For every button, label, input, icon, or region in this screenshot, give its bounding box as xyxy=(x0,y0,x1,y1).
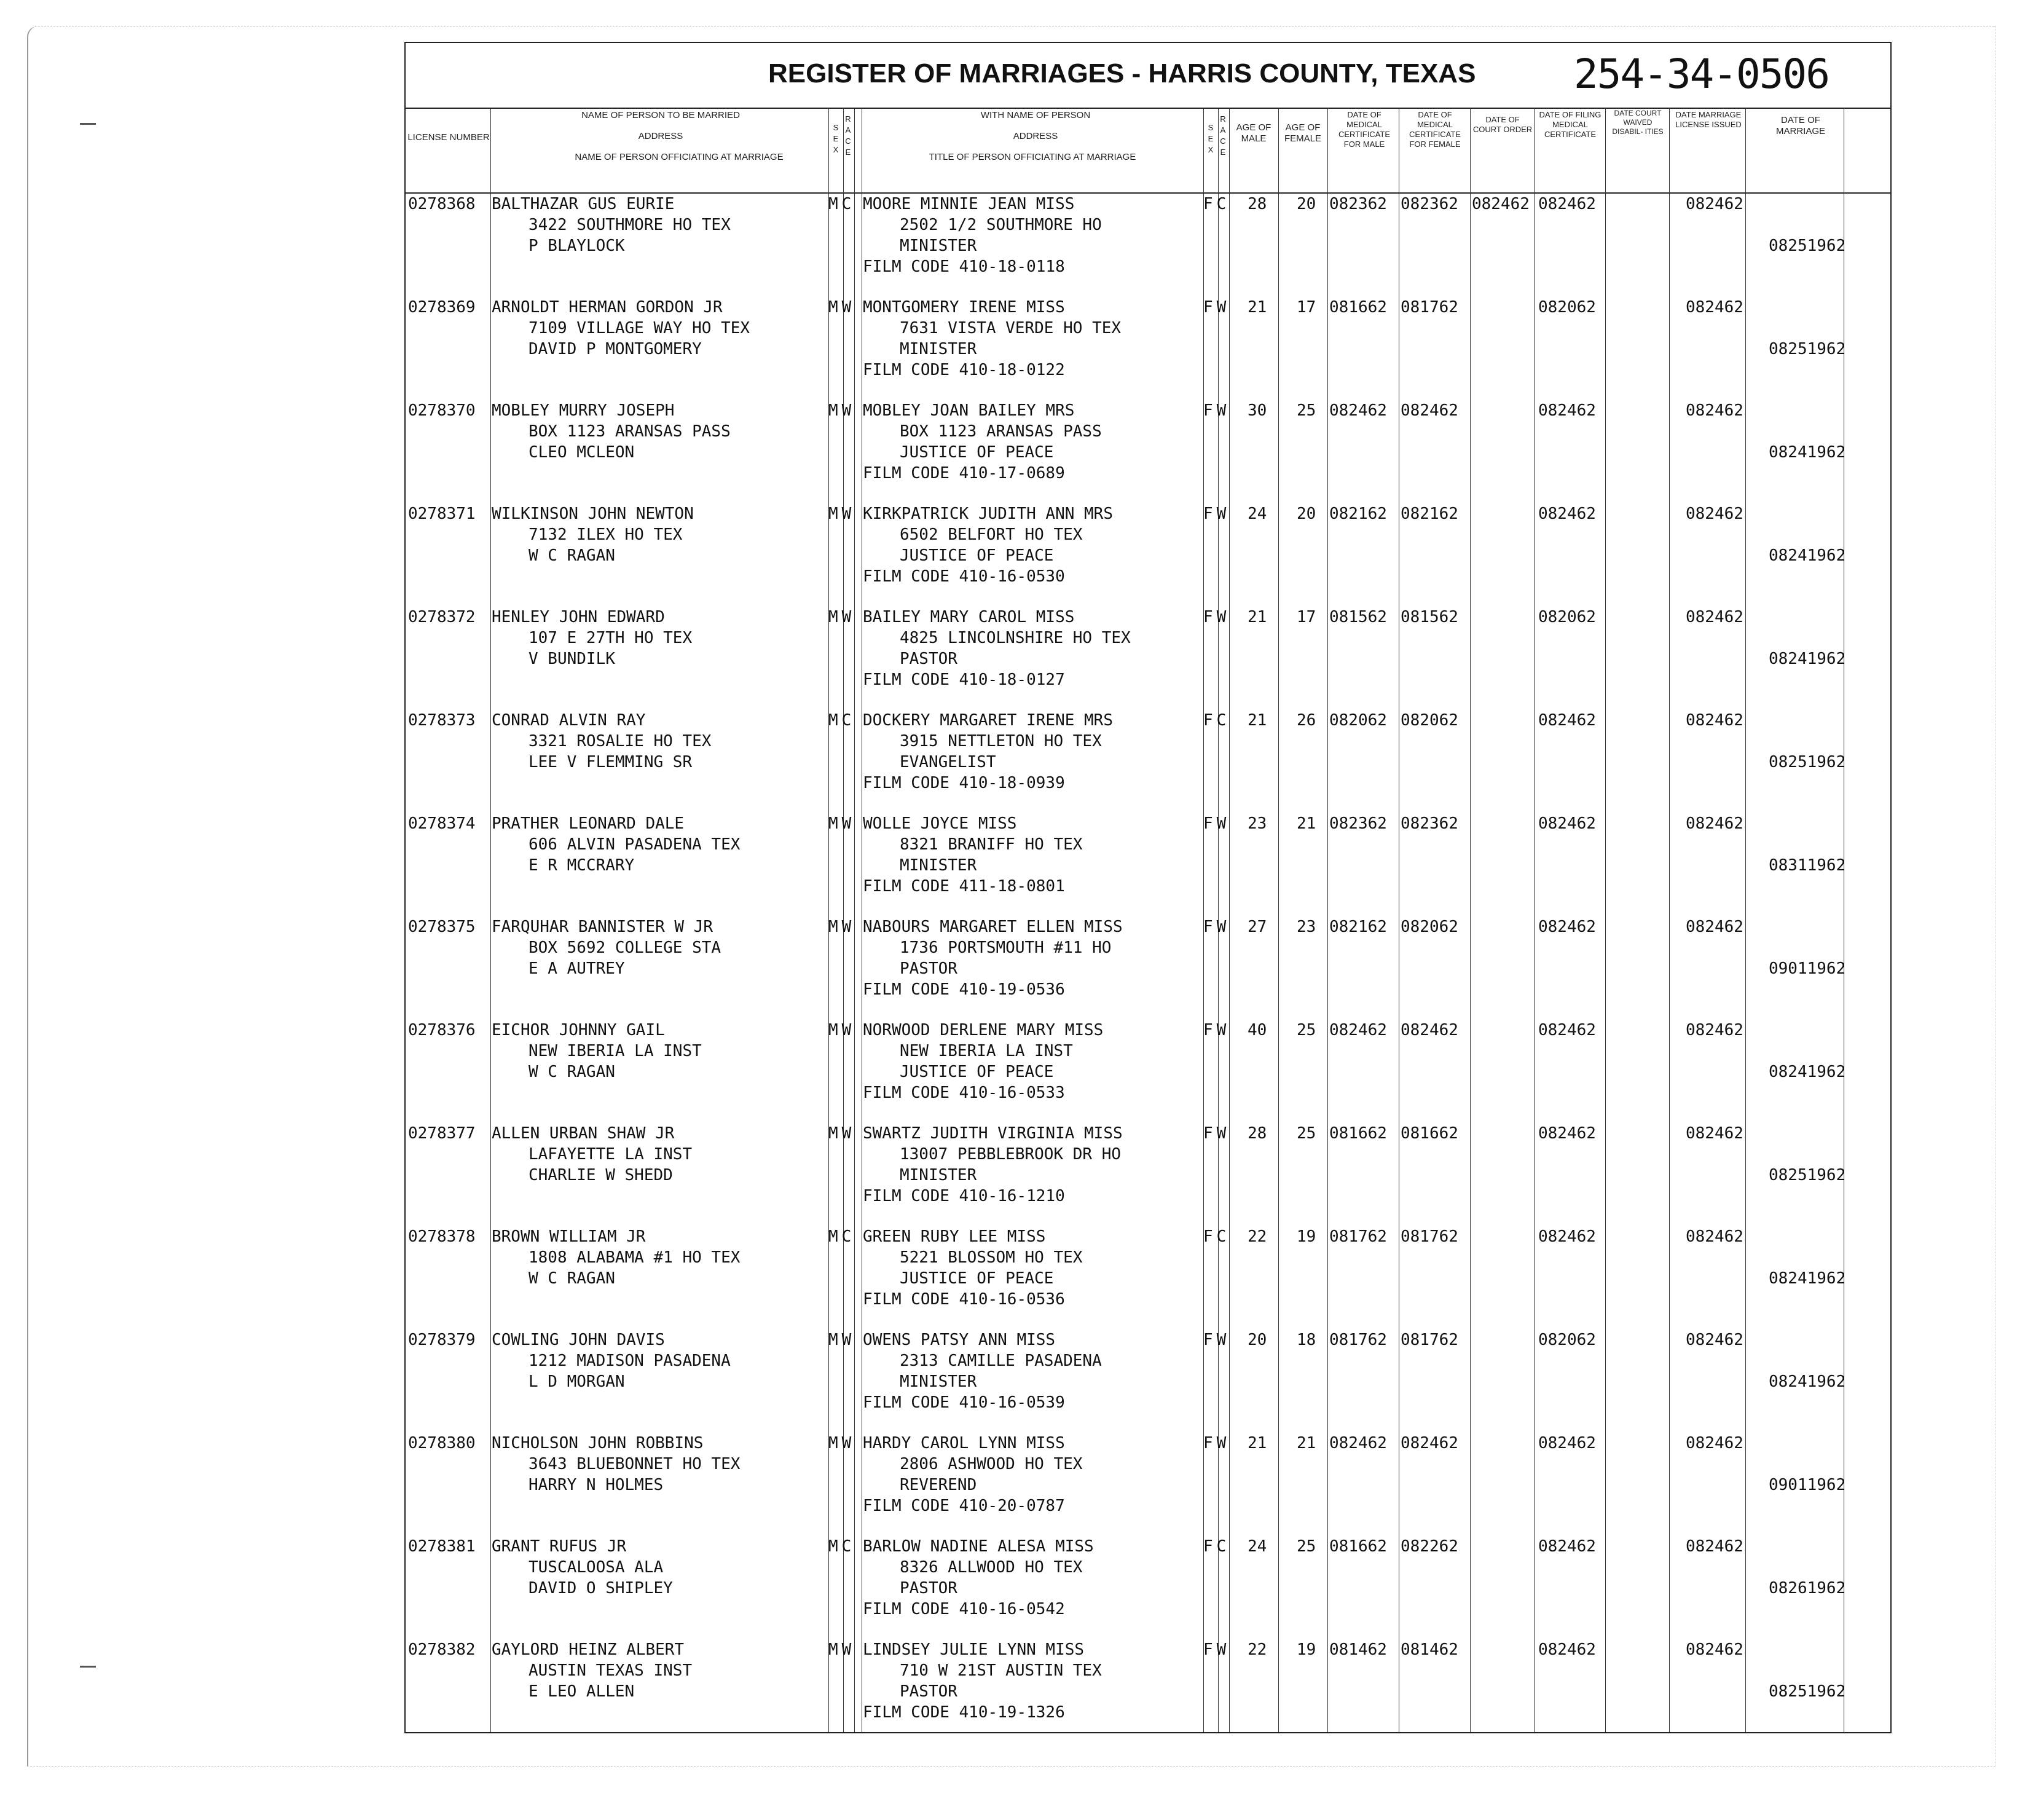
entry-spouse-sex-race: FW xyxy=(1203,1434,1230,1452)
entry-officiant: CHARLIE W SHEDD xyxy=(529,1166,673,1184)
entry-officiant-title: PASTOR xyxy=(900,1682,957,1701)
entry-sex-race: MW xyxy=(828,401,855,420)
margin-mark xyxy=(80,123,96,125)
entry-age-female: 21 xyxy=(1297,1434,1316,1452)
entry-age-male: 30 xyxy=(1248,401,1267,420)
entry-filing-medical: 082462 xyxy=(1538,711,1596,730)
entry-officiant-title: EVANGELIST xyxy=(900,753,996,771)
entry-film-code: FILM CODE 410-18-0118 xyxy=(863,258,1065,276)
entry-date-of-marriage: 08241962 xyxy=(1769,1269,1846,1288)
entry-address: 1212 MADISON PASADENA xyxy=(529,1352,731,1370)
header-with-name: WITH NAME OF PERSON xyxy=(980,110,1091,120)
entry-medical-female: 082062 xyxy=(1401,711,1458,730)
entry-spouse-name: OWENS PATSY ANN MISS xyxy=(863,1331,1056,1349)
entry-address: 107 E 27TH HO TEX xyxy=(529,629,693,647)
entry-address: BOX 5692 COLLEGE STA xyxy=(529,939,721,957)
entry-spouse-address: 13007 PEBBLEBROOK DR HO xyxy=(900,1145,1122,1164)
entry-medical-female: 082262 xyxy=(1401,1537,1458,1556)
header-medical-male: DATE OF MEDICAL CERTIFICATE FOR MALE xyxy=(1338,110,1391,149)
entry-spouse-sex-race: FC xyxy=(1203,195,1230,213)
entry-address: 7132 ILEX HO TEX xyxy=(529,526,683,544)
entry-spouse-name: MOORE MINNIE JEAN MISS xyxy=(863,195,1075,213)
entry-medical-male: 082162 xyxy=(1329,918,1387,936)
entry-medical-male: 082362 xyxy=(1329,814,1387,833)
entry-date-of-marriage: 08251962 xyxy=(1769,1682,1846,1701)
entry-spouse-address: 2502 1/2 SOUTHMORE HO xyxy=(900,216,1102,234)
entry-spouse-address: NEW IBERIA LA INST xyxy=(900,1042,1073,1060)
entry-address: 3422 SOUTHMORE HO TEX xyxy=(529,216,731,234)
entry-officiant-title: JUSTICE OF PEACE xyxy=(900,1063,1054,1081)
entry-filing-medical: 082462 xyxy=(1538,505,1596,523)
entry-age-male: 22 xyxy=(1248,1227,1267,1246)
entry-date-of-marriage: 08251962 xyxy=(1769,1166,1846,1184)
entry-license-issued: 082462 xyxy=(1686,918,1743,936)
entry-filing-medical: 082062 xyxy=(1538,1331,1596,1349)
entry-spouse-address: 3915 NETTLETON HO TEX xyxy=(900,732,1102,750)
header-date-marriage: DATE OF MARRIAGE xyxy=(1775,115,1825,136)
entry-row xyxy=(406,916,1890,1020)
entry-officiant-title: MINISTER xyxy=(900,1373,977,1391)
entry-address: 606 ALVIN PASADENA TEX xyxy=(529,835,741,854)
header-address-left: ADDRESS xyxy=(638,131,683,141)
entry-medical-female: 081762 xyxy=(1401,1331,1458,1349)
entry-date-of-marriage: 09011962 xyxy=(1769,959,1846,978)
entry-spouse-sex-race: FW xyxy=(1203,1124,1230,1143)
entry-spouse-address: 710 W 21ST AUSTIN TEX xyxy=(900,1661,1102,1680)
entry-date-of-marriage: 08251962 xyxy=(1769,340,1846,358)
entry-spouse-name: HARDY CAROL LYNN MISS xyxy=(863,1434,1065,1452)
entry-license-number: 0278381 xyxy=(408,1537,476,1556)
entry-age-male: 21 xyxy=(1248,711,1267,730)
entry-date-of-marriage: 08241962 xyxy=(1769,546,1846,565)
entry-name: ARNOLDT HERMAN GORDON JR xyxy=(492,298,723,317)
entry-spouse-address: 6502 BELFORT HO TEX xyxy=(900,526,1083,544)
entry-spouse-sex-race: FC xyxy=(1203,711,1230,730)
entry-film-code: FILM CODE 410-16-0533 xyxy=(863,1084,1065,1102)
entry-film-code: FILM CODE 411-18-0801 xyxy=(863,877,1065,896)
entry-spouse-name: KIRKPATRICK JUDITH ANN MRS xyxy=(863,505,1113,523)
entry-license-issued: 082462 xyxy=(1686,1537,1743,1556)
entry-medical-male: 081762 xyxy=(1329,1227,1387,1246)
header-license-issued: DATE MARRIAGE LICENSE ISSUED xyxy=(1675,110,1742,129)
entry-name: CONRAD ALVIN RAY xyxy=(492,711,646,730)
entry-license-issued: 082462 xyxy=(1686,711,1743,730)
entry-officiant-title: JUSTICE OF PEACE xyxy=(900,443,1054,462)
entry-officiant-title: PASTOR xyxy=(900,959,957,978)
entry-row xyxy=(406,1639,1890,1733)
entry-address: AUSTIN TEXAS INST xyxy=(529,1661,693,1680)
entry-date-of-marriage: 08241962 xyxy=(1769,443,1846,462)
entry-medical-female: 081762 xyxy=(1401,1227,1458,1246)
entry-sex-race: MW xyxy=(828,1641,855,1659)
entry-medical-male: 082462 xyxy=(1329,401,1387,420)
margin-mark xyxy=(80,1666,96,1668)
entry-license-number: 0278368 xyxy=(408,195,476,213)
entry-address: NEW IBERIA LA INST xyxy=(529,1042,702,1060)
entry-spouse-sex-race: FW xyxy=(1203,1021,1230,1039)
entry-officiant: W C RAGAN xyxy=(529,1063,615,1081)
entry-name: WILKINSON JOHN NEWTON xyxy=(492,505,694,523)
entry-date-of-marriage: 08251962 xyxy=(1769,753,1846,771)
entry-age-female: 21 xyxy=(1297,814,1316,833)
entry-row xyxy=(406,1330,1890,1433)
entry-filing-medical: 082462 xyxy=(1538,1124,1596,1143)
entry-name: GAYLORD HEINZ ALBERT xyxy=(492,1641,685,1659)
entry-age-female: 17 xyxy=(1297,298,1316,317)
entry-medical-female: 082362 xyxy=(1401,814,1458,833)
entry-license-issued: 082462 xyxy=(1686,298,1743,317)
entry-spouse-sex-race: FW xyxy=(1203,1641,1230,1659)
entry-age-female: 23 xyxy=(1297,918,1316,936)
header-medical-female: DATE OF MEDICAL CERTIFICATE FOR FEMALE xyxy=(1409,110,1461,149)
entry-medical-female: 082462 xyxy=(1401,1021,1458,1039)
entry-spouse-sex-race: FW xyxy=(1203,505,1230,523)
entry-officiant: DAVID O SHIPLEY xyxy=(529,1579,673,1597)
entry-medical-male: 081662 xyxy=(1329,1537,1387,1556)
entry-row xyxy=(406,710,1890,813)
entry-filing-medical: 082462 xyxy=(1538,195,1596,213)
entry-row xyxy=(406,1536,1890,1639)
entry-name: ALLEN URBAN SHAW JR xyxy=(492,1124,675,1143)
entry-medical-male: 082462 xyxy=(1329,1021,1387,1039)
entry-medical-female: 081562 xyxy=(1401,608,1458,626)
entry-address: LAFAYETTE LA INST xyxy=(529,1145,693,1164)
entry-name: EICHOR JOHNNY GAIL xyxy=(492,1021,665,1039)
entry-license-issued: 082462 xyxy=(1686,1641,1743,1659)
entry-age-female: 20 xyxy=(1297,195,1316,213)
entry-spouse-name: MONTGOMERY IRENE MISS xyxy=(863,298,1065,317)
entry-officiant: W C RAGAN xyxy=(529,546,615,565)
entry-spouse-sex-race: FW xyxy=(1203,918,1230,936)
entry-age-female: 19 xyxy=(1297,1641,1316,1659)
entry-spouse-sex-race: FW xyxy=(1203,298,1230,317)
entry-officiant: CLEO MCLEON xyxy=(529,443,635,462)
entry-officiant: P BLAYLOCK xyxy=(529,237,625,255)
entry-sex-race: MC xyxy=(828,1537,855,1556)
entry-court-order: 082462 xyxy=(1472,195,1530,213)
entry-filing-medical: 082462 xyxy=(1538,1227,1596,1246)
entry-spouse-name: LINDSEY JULIE LYNN MISS xyxy=(863,1641,1085,1659)
entry-filing-medical: 082462 xyxy=(1538,1021,1596,1039)
entry-spouse-sex-race: FC xyxy=(1203,1537,1230,1556)
entry-filing-medical: 082462 xyxy=(1538,918,1596,936)
entry-medical-female: 082162 xyxy=(1401,505,1458,523)
entry-medical-female: 081662 xyxy=(1401,1124,1458,1143)
entry-address: 3321 ROSALIE HO TEX xyxy=(529,732,712,750)
entry-officiant-title: JUSTICE OF PEACE xyxy=(900,1269,1054,1288)
entry-row xyxy=(406,813,1890,916)
title-row xyxy=(406,43,1890,108)
entry-age-male: 24 xyxy=(1248,1537,1267,1556)
entry-license-issued: 082462 xyxy=(1686,608,1743,626)
entry-name: PRATHER LEONARD DALE xyxy=(492,814,685,833)
entry-spouse-sex-race: FW xyxy=(1203,401,1230,420)
entry-spouse-name: NORWOOD DERLENE MARY MISS xyxy=(863,1021,1104,1039)
header-race2: R A C E xyxy=(1220,114,1226,157)
entry-date-of-marriage: 09011962 xyxy=(1769,1476,1846,1494)
entry-medical-male: 081762 xyxy=(1329,1331,1387,1349)
entry-date-of-marriage: 08241962 xyxy=(1769,1063,1846,1081)
entry-film-code: FILM CODE 410-20-0787 xyxy=(863,1497,1065,1515)
entry-name: FARQUHAR BANNISTER W JR xyxy=(492,918,713,936)
entry-age-male: 21 xyxy=(1248,608,1267,626)
entry-sex-race: MW xyxy=(828,1124,855,1143)
entry-license-number: 0278375 xyxy=(408,918,476,936)
entry-sex-race: MC xyxy=(828,195,855,213)
entry-officiant-title: PASTOR xyxy=(900,650,957,668)
entry-filing-medical: 082462 xyxy=(1538,1434,1596,1452)
header-court-waived: DATE COURT WAIVED DISABIL- ITIES xyxy=(1612,109,1664,136)
entry-spouse-address: 1736 PORTSMOUTH #11 HO xyxy=(900,939,1112,957)
entry-officiant-title: MINISTER xyxy=(900,340,977,358)
entry-spouse-sex-race: FC xyxy=(1203,1227,1230,1246)
entry-age-female: 17 xyxy=(1297,608,1316,626)
entry-license-number: 0278382 xyxy=(408,1641,476,1659)
entry-age-female: 19 xyxy=(1297,1227,1316,1246)
entry-date-of-marriage: 08311962 xyxy=(1769,856,1846,875)
entry-medical-male: 082062 xyxy=(1329,711,1387,730)
document-number: 254-34-0506 xyxy=(1573,50,1829,98)
entry-license-number: 0278369 xyxy=(408,298,476,317)
entry-license-number: 0278378 xyxy=(408,1227,476,1246)
header-age-male: AGE OF MALE xyxy=(1236,122,1271,144)
entry-spouse-name: MOBLEY JOAN BAILEY MRS xyxy=(863,401,1075,420)
entry-film-code: FILM CODE 410-19-0536 xyxy=(863,980,1065,999)
entry-name: COWLING JOHN DAVIS xyxy=(492,1331,665,1349)
entry-film-code: FILM CODE 410-16-0539 xyxy=(863,1393,1065,1412)
entry-license-issued: 082462 xyxy=(1686,1434,1743,1452)
entry-date-of-marriage: 08241962 xyxy=(1769,650,1846,668)
entry-officiant: W C RAGAN xyxy=(529,1269,615,1288)
entry-medical-male: 081662 xyxy=(1329,298,1387,317)
entry-row xyxy=(406,194,1890,297)
entry-spouse-name: WOLLE JOYCE MISS xyxy=(863,814,1017,833)
entry-film-code: FILM CODE 410-16-0542 xyxy=(863,1600,1065,1618)
entry-name: MOBLEY MURRY JOSEPH xyxy=(492,401,675,420)
entry-officiant-title: PASTOR xyxy=(900,1579,957,1597)
entry-spouse-address: 4825 LINCOLNSHIRE HO TEX xyxy=(900,629,1131,647)
entry-officiant: E R MCCRARY xyxy=(529,856,635,875)
entry-filing-medical: 082062 xyxy=(1538,298,1596,317)
entry-name: NICHOLSON JOHN ROBBINS xyxy=(492,1434,704,1452)
entry-spouse-sex-race: FW xyxy=(1203,1331,1230,1349)
entry-license-issued: 082462 xyxy=(1686,401,1743,420)
entry-address: BOX 1123 ARANSAS PASS xyxy=(529,422,731,441)
entry-medical-female: 081462 xyxy=(1401,1641,1458,1659)
entry-officiant-title: MINISTER xyxy=(900,237,977,255)
entry-row xyxy=(406,400,1890,503)
entry-age-female: 25 xyxy=(1297,1021,1316,1039)
entry-name: GRANT RUFUS JR xyxy=(492,1537,627,1556)
entry-address: 1808 ALABAMA #1 HO TEX xyxy=(529,1248,741,1267)
entry-medical-male: 082362 xyxy=(1329,195,1387,213)
entry-spouse-name: SWARTZ JUDITH VIRGINIA MISS xyxy=(863,1124,1123,1143)
entry-spouse-name: DOCKERY MARGARET IRENE MRS xyxy=(863,711,1113,730)
entry-medical-female: 081762 xyxy=(1401,298,1458,317)
header-address-right: ADDRESS xyxy=(1013,131,1058,141)
entry-age-male: 27 xyxy=(1248,918,1267,936)
entry-age-male: 22 xyxy=(1248,1641,1267,1659)
entry-medical-male: 081462 xyxy=(1329,1641,1387,1659)
entry-age-female: 25 xyxy=(1297,1124,1316,1143)
entry-row xyxy=(406,607,1890,710)
entry-sex-race: MW xyxy=(828,814,855,833)
entry-medical-male: 082462 xyxy=(1329,1434,1387,1452)
marriage-register xyxy=(404,42,1892,1733)
entry-license-number: 0278374 xyxy=(408,814,476,833)
entry-filing-medical: 082462 xyxy=(1538,1537,1596,1556)
entry-medical-female: 082462 xyxy=(1401,1434,1458,1452)
entry-age-male: 23 xyxy=(1248,814,1267,833)
entry-age-female: 25 xyxy=(1297,401,1316,420)
entry-license-number: 0278372 xyxy=(408,608,476,626)
entry-spouse-sex-race: FW xyxy=(1203,608,1230,626)
entry-filing-medical: 082062 xyxy=(1538,608,1596,626)
entry-license-number: 0278371 xyxy=(408,505,476,523)
entry-film-code: FILM CODE 410-16-0530 xyxy=(863,567,1065,586)
entry-medical-female: 082462 xyxy=(1401,401,1458,420)
entry-row xyxy=(406,297,1890,400)
entry-officiant-title: MINISTER xyxy=(900,1166,977,1184)
entry-license-issued: 082462 xyxy=(1686,1021,1743,1039)
entry-sex-race: MW xyxy=(828,1331,855,1349)
entry-age-female: 25 xyxy=(1297,1537,1316,1556)
entry-film-code: FILM CODE 410-18-0939 xyxy=(863,774,1065,792)
entry-age-female: 26 xyxy=(1297,711,1316,730)
entry-spouse-name: BAILEY MARY CAROL MISS xyxy=(863,608,1075,626)
entry-age-female: 20 xyxy=(1297,505,1316,523)
entry-license-issued: 082462 xyxy=(1686,1124,1743,1143)
entry-officiant: L D MORGAN xyxy=(529,1373,625,1391)
column-header-band xyxy=(406,108,1890,194)
entry-spouse-address: 5221 BLOSSOM HO TEX xyxy=(900,1248,1083,1267)
entry-name: BALTHAZAR GUS EURIE xyxy=(492,195,675,213)
header-sex2: S E X xyxy=(1208,123,1214,154)
entry-license-issued: 082462 xyxy=(1686,1227,1743,1246)
entry-medical-male: 081562 xyxy=(1329,608,1387,626)
entry-age-male: 21 xyxy=(1248,1434,1267,1452)
entry-license-issued: 082462 xyxy=(1686,195,1743,213)
entry-license-issued: 082462 xyxy=(1686,1331,1743,1349)
entry-license-number: 0278380 xyxy=(408,1434,476,1452)
entry-row xyxy=(406,1020,1890,1123)
entry-officiant: E A AUTREY xyxy=(529,959,625,978)
entry-age-male: 40 xyxy=(1248,1021,1267,1039)
entry-address: 7109 VILLAGE WAY HO TEX xyxy=(529,319,750,337)
entry-sex-race: MW xyxy=(828,505,855,523)
entry-film-code: FILM CODE 410-16-1210 xyxy=(863,1187,1065,1205)
entry-license-number: 0278370 xyxy=(408,401,476,420)
entry-officiant: LEE V FLEMMING SR xyxy=(529,753,693,771)
header-license-number: LICENSE NUMBER xyxy=(407,132,490,143)
entry-row xyxy=(406,1123,1890,1226)
entry-medical-female: 082362 xyxy=(1401,195,1458,213)
entry-officiant: E LEO ALLEN xyxy=(529,1682,635,1701)
entry-sex-race: MC xyxy=(828,1227,855,1246)
header-sex: S E X xyxy=(833,123,839,154)
entry-name: BROWN WILLIAM JR xyxy=(492,1227,646,1246)
entry-age-male: 21 xyxy=(1248,298,1267,317)
header-officiant-title: TITLE OF PERSON OFFICIATING AT MARRIAGE xyxy=(929,152,1136,162)
entry-film-code: FILM CODE 410-16-0536 xyxy=(863,1290,1065,1309)
entry-sex-race: MC xyxy=(828,711,855,730)
header-court-order: DATE OF COURT ORDER xyxy=(1472,115,1533,134)
entry-film-code: FILM CODE 410-17-0689 xyxy=(863,464,1065,483)
entry-age-female: 18 xyxy=(1297,1331,1316,1349)
entry-spouse-address: 8321 BRANIFF HO TEX xyxy=(900,835,1083,854)
entry-officiant: DAVID P MONTGOMERY xyxy=(529,340,702,358)
entry-address: 3643 BLUEBONNET HO TEX xyxy=(529,1455,741,1473)
entry-date-of-marriage: 08261962 xyxy=(1769,1579,1846,1597)
entry-license-number: 0278377 xyxy=(408,1124,476,1143)
entry-date-of-marriage: 08241962 xyxy=(1769,1373,1846,1391)
entry-spouse-address: 2806 ASHWOOD HO TEX xyxy=(900,1455,1083,1473)
entry-spouse-address: 7631 VISTA VERDE HO TEX xyxy=(900,319,1122,337)
entry-license-issued: 082462 xyxy=(1686,505,1743,523)
entry-medical-male: 081662 xyxy=(1329,1124,1387,1143)
entry-row xyxy=(406,503,1890,607)
entry-film-code: FILM CODE 410-18-0122 xyxy=(863,361,1065,379)
entry-film-code: FILM CODE 410-18-0127 xyxy=(863,671,1065,689)
entry-address: TUSCALOOSA ALA xyxy=(529,1558,664,1577)
entry-sex-race: MW xyxy=(828,918,855,936)
entry-spouse-address: 2313 CAMILLE PASADENA xyxy=(900,1352,1102,1370)
entry-spouse-address: 8326 ALLWOOD HO TEX xyxy=(900,1558,1083,1577)
entry-age-male: 28 xyxy=(1248,195,1267,213)
entry-officiant: V BUNDILK xyxy=(529,650,615,668)
register-title: REGISTER OF MARRIAGES - HARRIS COUNTY, TEXAS xyxy=(768,58,1476,89)
entry-age-male: 28 xyxy=(1248,1124,1267,1143)
entry-license-number: 0278373 xyxy=(408,711,476,730)
entry-sex-race: MW xyxy=(828,298,855,317)
entry-filing-medical: 082462 xyxy=(1538,1641,1596,1659)
entry-spouse-sex-race: FW xyxy=(1203,814,1230,833)
entry-medical-male: 082162 xyxy=(1329,505,1387,523)
entry-spouse-address: BOX 1123 ARANSAS PASS xyxy=(900,422,1102,441)
header-age-female: AGE OF FEMALE xyxy=(1284,122,1321,144)
entry-row xyxy=(406,1433,1890,1536)
entry-spouse-name: NABOURS MARGARET ELLEN MISS xyxy=(863,918,1123,936)
entry-sex-race: MW xyxy=(828,1434,855,1452)
entry-age-male: 24 xyxy=(1248,505,1267,523)
entry-spouse-name: GREEN RUBY LEE MISS xyxy=(863,1227,1046,1246)
entry-row xyxy=(406,1226,1890,1330)
entry-age-male: 20 xyxy=(1248,1331,1267,1349)
entry-medical-female: 082062 xyxy=(1401,918,1458,936)
entry-name: HENLEY JOHN EDWARD xyxy=(492,608,665,626)
entry-date-of-marriage: 08251962 xyxy=(1769,237,1846,255)
entry-officiant: HARRY N HOLMES xyxy=(529,1476,664,1494)
header-person-name-label: NAME OF PERSON TO BE MARRIED xyxy=(581,110,740,120)
entry-license-number: 0278376 xyxy=(408,1021,476,1039)
entry-license-number: 0278379 xyxy=(408,1331,476,1349)
entry-license-issued: 082462 xyxy=(1686,814,1743,833)
entry-spouse-name: BARLOW NADINE ALESA MISS xyxy=(863,1537,1094,1556)
entry-officiant-title: MINISTER xyxy=(900,856,977,875)
entry-officiant-title: JUSTICE OF PEACE xyxy=(900,546,1054,565)
entry-sex-race: MW xyxy=(828,1021,855,1039)
entry-filing-medical: 082462 xyxy=(1538,401,1596,420)
entry-filing-medical: 082462 xyxy=(1538,814,1596,833)
header-race: R A C E xyxy=(845,114,851,157)
header-filing-medical: DATE OF FILING MEDICAL CERTIFICATE xyxy=(1539,110,1602,139)
entry-officiant-title: REVEREND xyxy=(900,1476,977,1494)
entry-sex-race: MW xyxy=(828,608,855,626)
header-officiant-name: NAME OF PERSON OFFICIATING AT MARRIAGE xyxy=(575,152,784,162)
entry-film-code: FILM CODE 410-19-1326 xyxy=(863,1703,1065,1722)
